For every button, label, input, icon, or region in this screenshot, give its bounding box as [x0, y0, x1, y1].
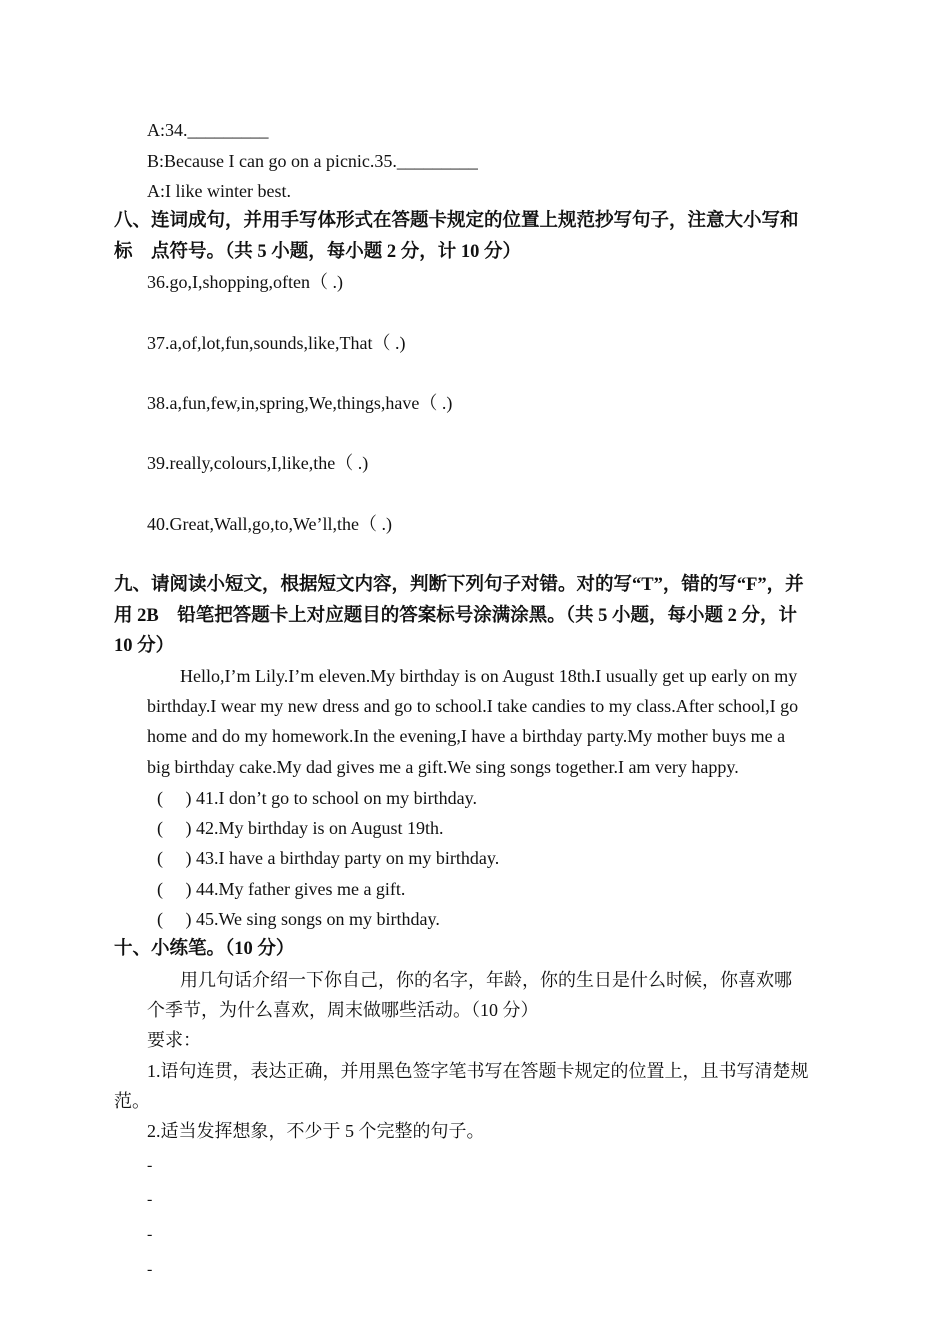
question-43: ( ) 43.I have a birthday party on my birthday.: [157, 848, 500, 868]
section10-req1-line2: 范。: [114, 1091, 150, 1111]
passage-line: home and do my homework.In the evening,I have a birthday party.My mother buys me a: [147, 726, 786, 746]
section8-title-line1: 八、连词成句，并用手写体形式在答题卡规定的位置上规范抄写句子，注意大小写和: [114, 211, 799, 231]
passage-line: birthday.I wear my new dress and go to school.I take candies to my class.After school,I go: [147, 696, 799, 716]
question-40: 40.Great,Wall,go,to,We’ll,the（ .): [147, 514, 393, 534]
section8-title-line2: 标 点符号。（共 5 小题，每小题 2 分，计 10 分）: [114, 242, 522, 262]
section10-req2: 2.适当发挥想象，不少于 5 个完整的句子。: [147, 1121, 485, 1141]
writing-line-dash: -: [147, 1191, 153, 1208]
section9-title-line3: 10 分）: [114, 636, 175, 656]
question-41: ( ) 41.I don’t go to school on my birthday.: [157, 788, 477, 808]
question-38: 38.a,fun,few,in,spring,We,things,have（ .): [147, 393, 453, 413]
writing-line-dash: -: [147, 1157, 153, 1174]
question-37: 37.a,of,lot,fun,sounds,like,That（ .): [147, 333, 406, 353]
section10-requirements-label: 要求：: [147, 1030, 201, 1050]
section10-title: 十、小练笔。（10 分）: [114, 939, 295, 959]
question-44: ( ) 44.My father gives me a gift.: [157, 879, 406, 899]
writing-line-dash: -: [147, 1261, 153, 1278]
section10-prompt-line2: 个季节，为什么喜欢，周末做哪些活动。（10 分）: [147, 1000, 539, 1020]
dialogue-a-winter: A:I like winter best.: [147, 181, 291, 201]
section10-prompt-line1: 用几句话介绍一下你自己，你的名字，年龄，你的生日是什么时候，你喜欢哪: [180, 970, 792, 990]
section9-title-line2: 用 2B 铅笔把答题卡上对应题目的答案标号涂满涂黑。（共 5 小题，每小题 2 分，计: [114, 606, 797, 626]
passage-line: big birthday cake.My dad gives me a gift.We sing songs together.I am very happy.: [147, 757, 739, 777]
passage-line: Hello,I’m Lily.I’m eleven.My birthday is on August 18th.I usually get up early on my: [180, 666, 798, 686]
writing-line-dash: -: [147, 1226, 153, 1243]
dialogue-b35: B:Because I can go on a picnic.35._________: [147, 151, 478, 171]
question-42: ( ) 42.My birthday is on August 19th.: [157, 818, 444, 838]
question-36: 36.go,I,shopping,often（ .): [147, 272, 343, 292]
dialogue-a34: A:34._________: [147, 120, 269, 140]
section10-req1-line1: 1.语句连贯，表达正确，并用黑色签字笔书写在答题卡规定的位置上，且书写清楚规: [147, 1061, 809, 1081]
question-39: 39.really,colours,I,like,the（ .): [147, 453, 369, 473]
section9-title-line1: 九、请阅读小短文，根据短文内容，判断下列句子对错。对的写“T”，错的写“F”，并: [114, 575, 804, 595]
question-45: ( ) 45.We sing songs on my birthday.: [157, 909, 440, 929]
